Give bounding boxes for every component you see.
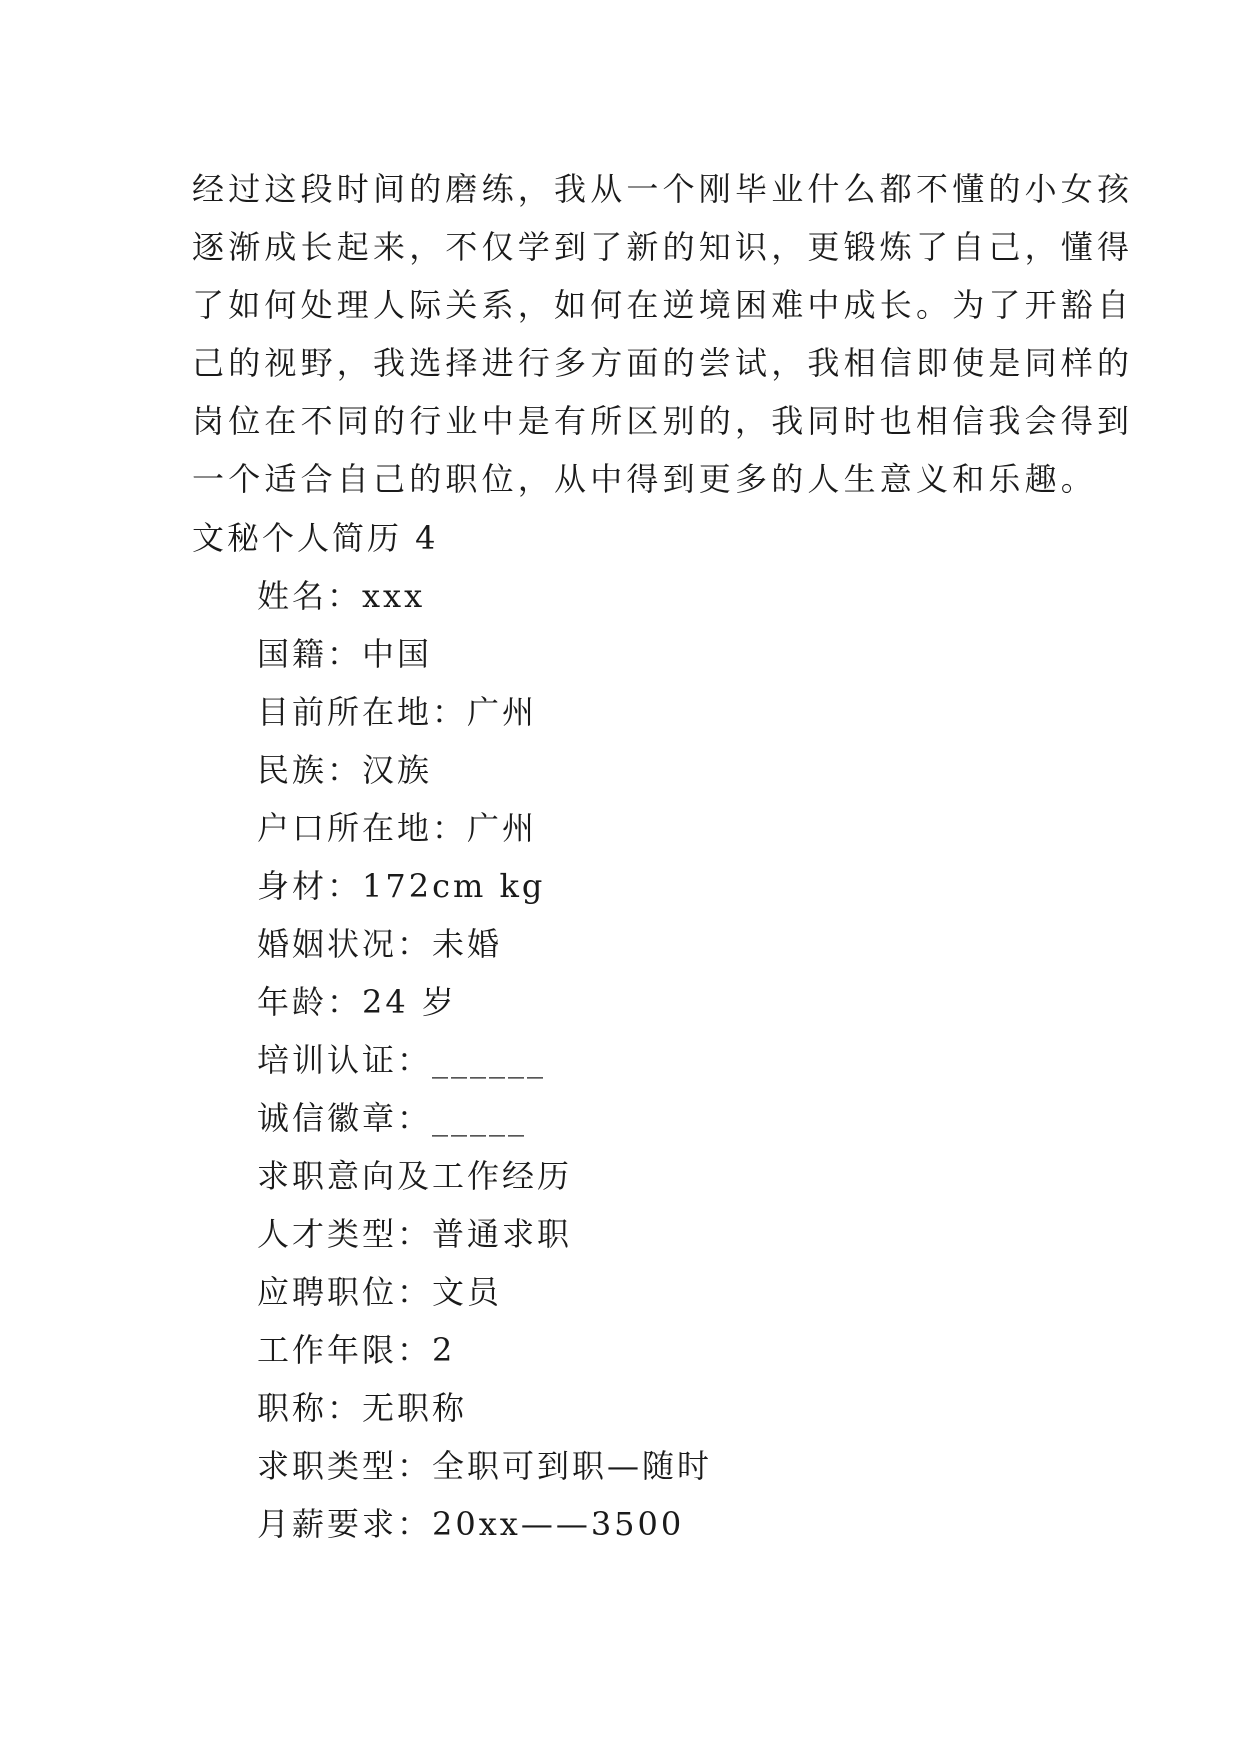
field-integrity-badge: 诚信徽章：_____ [257,1099,528,1137]
field-age: 年龄：24 岁 [257,983,457,1021]
field-professional-title: 职称：无职称 [257,1389,468,1427]
paragraph-line: 岗位在不同的行业中是有所区别的，我同时也相信我会得到 [192,402,1134,440]
field-ethnicity: 民族：汉族 [257,751,433,789]
field-years-of-work: 工作年限：2 [257,1331,456,1369]
field-job-type: 求职类型：全职可到职—随时 [257,1447,713,1485]
field-talent-type: 人才类型：普通求职 [257,1215,573,1253]
field-marital-status: 婚姻状况：未婚 [257,925,503,963]
section-title: 文秘个人简历 4 [192,519,439,557]
subsection-heading: 求职意向及工作经历 [257,1157,573,1195]
field-name: 姓名：xxx [257,577,426,615]
paragraph-line: 一个适合自己的职位，从中得到更多的人生意义和乐趣。 [192,460,1098,498]
field-applied-position: 应聘职位：文员 [257,1273,503,1311]
field-current-location: 目前所在地：广州 [257,693,538,731]
field-nationality: 国籍：中国 [257,635,433,673]
paragraph-line: 了如何处理人际关系，如何在逆境困难中成长。为了开豁自 [192,286,1134,324]
resume-field-list [257,567,712,1553]
field-household-registration: 户口所在地：广州 [257,809,538,847]
paragraph-line: 逐渐成长起来，不仅学到了新的知识，更锻炼了自己，懂得 [192,228,1134,266]
field-height-weight: 身材：172cm kg [257,867,546,905]
intro-paragraph [192,160,1134,508]
paragraph-line: 己的视野，我选择进行多方面的尝试，我相信即使是同样的 [192,344,1134,382]
field-salary-requirement: 月薪要求：20xx——3500 [257,1505,685,1543]
field-training-certification: 培训认证：______ [257,1041,547,1079]
paragraph-line: 经过这段时间的磨练，我从一个刚毕业什么都不懂的小女孩 [192,170,1134,208]
